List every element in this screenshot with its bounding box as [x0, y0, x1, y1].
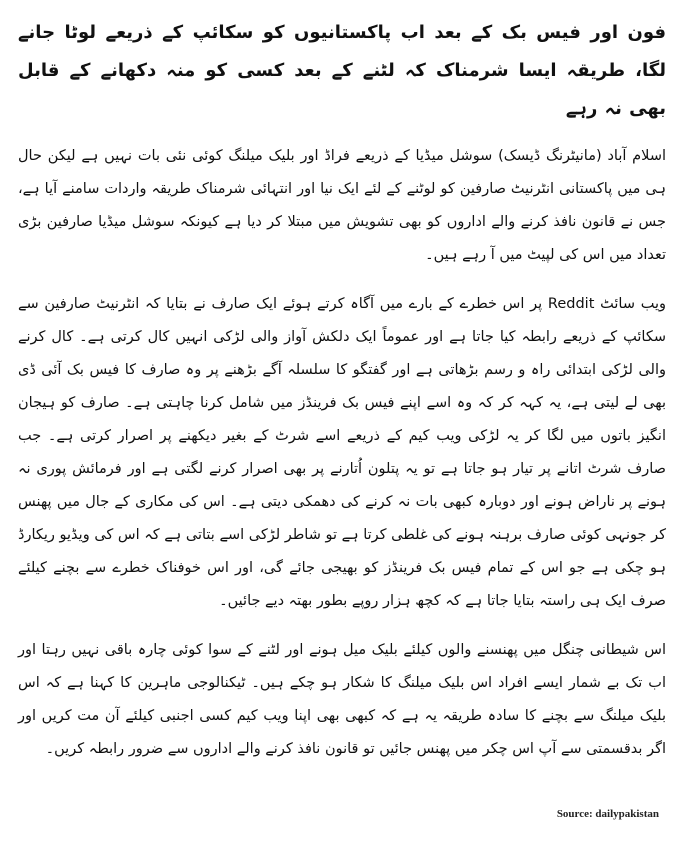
article-paragraph-2: ویب سائٹ Reddit پر اس خطرے کے بارے میں آگاہ کرتے ہوئے ایک صارف نے بتایا کہ انٹرنیٹ صارفین سے سکائپ کے ذریعے رابطہ کیا جاتا ہے اور عموماً ایک دلکش آواز والی لڑکی انہیں کال کرتی ہے۔ کال کرنے والی لڑکی ابتدائی راہ و رسم بڑھاتی ہے اور گفتگو کا سلسلہ آگے بڑھنے پر وہ صارف کا فیس بک آئی ڈی بھی لے لیتی ہے، یہ کہہ کر کہ وہ اسے اپنے فیس بک فرینڈز میں شامل کرنا چاہتی ہے۔ صارف کو ہیجان انگیز باتوں میں لگا کر یہ لڑکی ویب کیم کے ذریعے اسے شرٹ کے بغیر دیکھنے پر اصرار کرتی ہے۔ جب صارف شرٹ اتانے پر تیار ہو جاتا ہے تو یہ پتلون اُتارنے پر بھی اصرار کرنے لگتی ہے اور فرمائش پوری نہ ہونے پر ناراض ہونے اور دوبارہ کبھی بات نہ کرنے کی دھمکی دیتی ہے۔ اس کی مکاری کے جال میں پھنس کر جونہی کوئی صارف برہنہ ہونے کی غلطی کرتا ہے تو شاطر لڑکی اسے بتاتی ہے کہ اس کی ویڈیو ریکارڈ ہو چکی ہے جو اس کے تمام فیس بک فرینڈز کو بھیجی جائے گی، اور اس خوفناک خطرے سے بچنے کیلئے صرف ایک ہی راستہ بتایا جاتا ہے کہ کچھ ہزار روپے بطور بھتہ دیے جائیں۔	[18, 296, 666, 609]
article-paragraph-3: اس شیطانی چنگل میں پھنسنے والوں کیلئے بلیک میل ہونے اور لٹنے کے سوا کوئی چارہ باقی نہیں رہتا اور اب تک بے شمار ایسے افراد اس بلیک میلنگ کا شکار ہو چکے ہیں۔ ٹیکنالوجی ماہرین کا کہنا ہے کہ اس بلیک میلنگ سے بچنے کا سادہ طریقہ یہ ہے کہ کبھی بھی اپنا ویب کیم کسی اجنبی کیلئے آن مت کریں اور اگر بدقسمتی سے آپ اس چکر میں پھنس جائیں تو قانون نافذ کرنے والے اداروں سے ضرور رابطہ کریں۔	[18, 642, 666, 757]
article-paragraph-1: اسلام آباد (مانیٹرنگ ڈیسک) سوشل میڈیا کے ذریعے فراڈ اور بلیک میلنگ کوئی نئی بات نہیں ہے لیکن حال ہی میں پاکستانی انٹرنیٹ صارفین کو لوٹنے کے لئے ایک نیا اور انتہائی شرمناک طریقہ واردات سامنے آیا ہے، جس نے قانون نافذ کرنے والے اداروں کو بھی تشویش میں مبتلا کر دیا ہے کیونکہ سوشل میڈیا صارفین بڑی تعداد میں اس کی لپیٹ میں آ رہے ہیں۔	[18, 148, 666, 263]
article-headline: فون اور فیس بک کے بعد اب پاکستانیوں کو سکائپ کے ذریعے لوٹا جانے لگا، طریقہ ایسا شرمناک کہ لٹنے کے بعد کسی کو منہ دکھانے کے قابل بھی نہ رہے	[18, 22, 666, 119]
source-credit: Source: dailypakistan	[556, 808, 659, 820]
article-body	[18, 14, 666, 782]
